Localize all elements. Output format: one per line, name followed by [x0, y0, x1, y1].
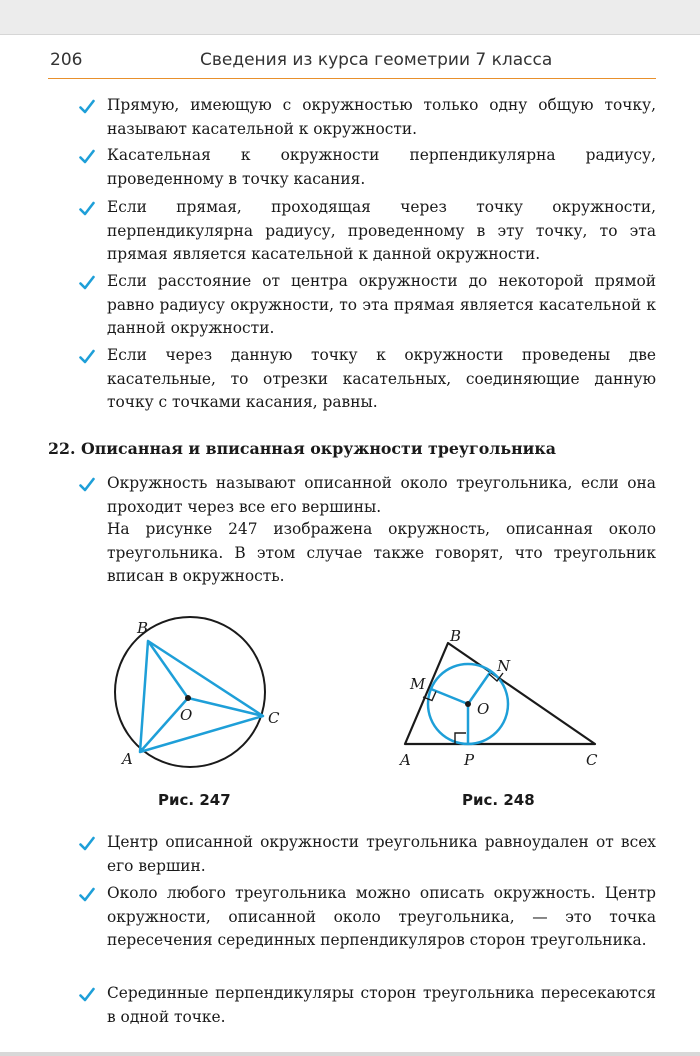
label-n: N: [497, 657, 511, 675]
section-heading: 22. Описанная и вписанная окружности треугольника: [48, 439, 557, 458]
label-c: C: [586, 751, 598, 769]
figure-248-inscribed-circle: [395, 622, 610, 772]
figure-247-caption: Рис. 247: [158, 791, 231, 809]
radius-ob: [148, 641, 188, 698]
bullet-item: Если через данную точку к окружности проведены две касательные, то отрезки касательных, соединяющие данную точку с точками касания, равны.: [107, 346, 656, 411]
figure-note-text: На рисунке 247 изображена окружность, описанная около треугольника. В этом случае также говорят, что треугольник вписан в окружность.: [107, 520, 656, 585]
radius-om: [431, 689, 468, 704]
bullet-item: Касательная к окружности перпендикулярна радиусу, проведенному в точку касания.: [107, 146, 656, 188]
bullet-item: Серединные перпендикуляры сторон треугольника пересекаются в одной точке.: [107, 984, 656, 1026]
check-mark-icon: [79, 349, 95, 365]
check-mark-icon: [79, 836, 95, 852]
label-o: O: [180, 706, 193, 724]
label-m: M: [410, 675, 426, 693]
center-point: [465, 701, 471, 707]
definition-text: Окружность называют описанной около треугольника, если она проходит через все его вершины.: [107, 474, 656, 516]
label-p: P: [464, 751, 475, 769]
check-mark-icon: [79, 149, 95, 165]
check-mark-icon: [79, 987, 95, 1003]
label-a: A: [400, 751, 411, 769]
check-mark-icon: [79, 275, 95, 291]
label-c: C: [268, 709, 280, 727]
check-mark-icon: [79, 99, 95, 115]
check-mark-icon: [79, 887, 95, 903]
check-mark-icon: [79, 477, 95, 493]
label-b: B: [137, 619, 149, 637]
page-header: [48, 48, 656, 79]
figure-247-circumscribed-circle: [100, 612, 300, 782]
top-toolbar-strip: [0, 0, 700, 35]
bullet-item: Если расстояние от центра окружности до некоторой прямой равно радиусу окружности, то эта прямая является касательной к данной окружности.: [107, 272, 656, 337]
bullet-item: Около любого треугольника можно описать окружность. Центр окружности, описанной около треугольника, — это точка пересечения серединных перпендикуляров сторон треугольника.: [107, 884, 656, 949]
bullet-item: Прямую, имеющую с окружностью только одну общую точку, называют касательной к окружности.: [107, 96, 656, 138]
center-point: [185, 695, 191, 701]
label-o: O: [477, 700, 490, 718]
bullet-item: Центр описанной окружности треугольника равноудален от всех его вершин.: [107, 833, 656, 875]
running-title: Сведения из курса геометрии 7 класса: [200, 50, 553, 70]
bullet-item: Если прямая, проходящая через точку окружности, перпендикулярна радиусу, проведенному в эту точку, то эта прямая является касательной к данной окружности.: [107, 198, 656, 263]
label-a: A: [122, 750, 133, 768]
check-mark-icon: [79, 201, 95, 217]
bottom-edge-strip: [0, 1052, 700, 1056]
page-number: 206: [50, 50, 83, 70]
label-b: B: [450, 627, 462, 645]
figure-248-caption: Рис. 248: [462, 791, 535, 809]
circumscribed-circle: [115, 617, 265, 767]
radius-oc: [188, 698, 263, 716]
